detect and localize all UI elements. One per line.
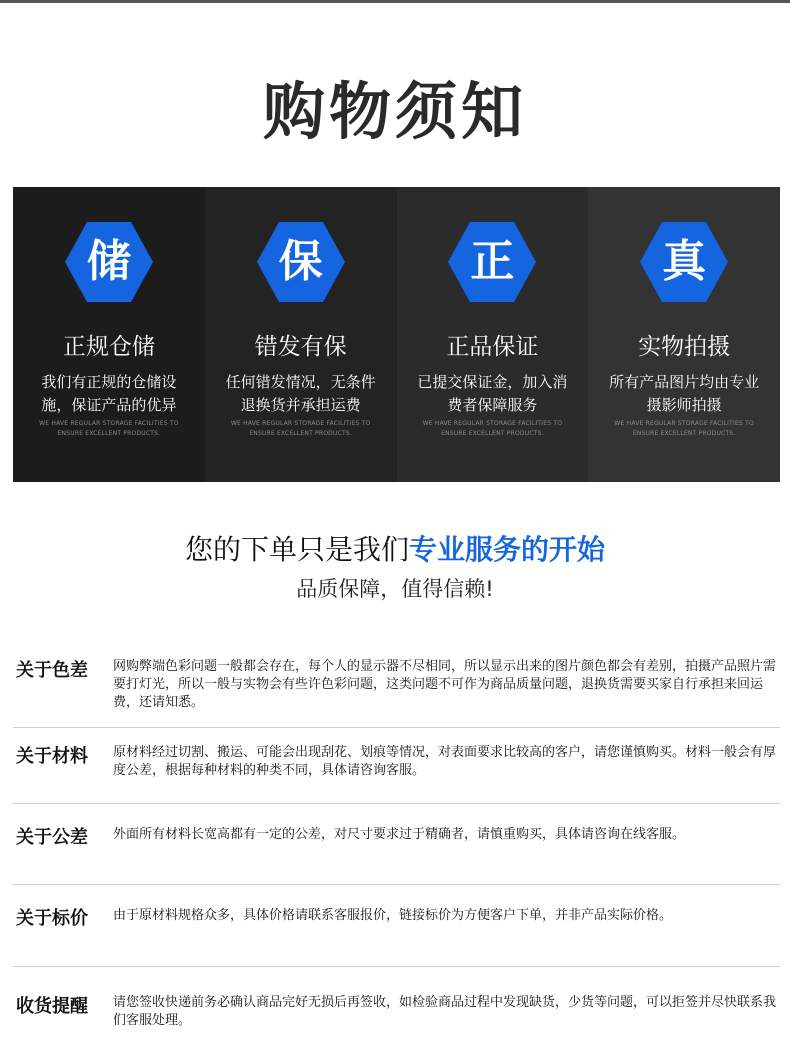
feature-description: 任何错发情况，无条件退换货并承担运费 xyxy=(225,373,376,414)
hexagon-storage-icon xyxy=(65,222,153,302)
hexagon-genuine-icon xyxy=(448,222,536,302)
hexagon-char: 保 xyxy=(278,236,323,287)
slogan-normal: 您的下单只是我们 xyxy=(184,533,409,566)
feature-english-caption: WE HAVE REGULAR STORAGE FACILITIES TO ENSURE EXCELLENT PRODUCTS. xyxy=(422,420,563,437)
feature-heading: 正规仓储 xyxy=(62,334,155,360)
notice-text: 由于原材料规格众多，具体价格请联系客服报价，链接标价为方便客户下单，并非产品实际价格。 xyxy=(113,908,673,923)
service-slogan xyxy=(0,528,790,568)
notice-color-difference xyxy=(13,640,780,728)
notice-label: 关于公差 xyxy=(16,827,88,848)
hexagon-char: 正 xyxy=(470,236,515,287)
page-title: 购物须知 xyxy=(262,75,527,148)
hexagon-char: 真 xyxy=(662,236,707,287)
feature-heading: 错发有保 xyxy=(254,334,347,360)
notice-label: 收货提醒 xyxy=(16,996,88,1017)
top-rule xyxy=(0,0,790,3)
notice-text: 请您签收快递前务必确认商品完好无损后再签收，如检验商品过程中发现缺货，少货等问题，可以拒签并尽快联系我们客服处理。 xyxy=(113,995,777,1028)
feature-english-caption: WE HAVE REGULAR STORAGE FACILITIES TO ENSURE EXCELLENT PRODUCTS. xyxy=(230,420,371,437)
feature-panel-storage xyxy=(13,187,205,482)
notice-material xyxy=(13,728,780,804)
feature-panel-genuine xyxy=(397,187,589,482)
slogan-highlight: 专业服务的开始 xyxy=(409,533,606,566)
feature-description: 所有产品图片均由专业摄影师拍摄 xyxy=(609,373,760,414)
notice-label: 关于色差 xyxy=(16,660,88,681)
feature-panel-real-photo xyxy=(588,187,780,482)
feature-panel-guarantee xyxy=(205,187,397,482)
feature-panels xyxy=(13,187,780,482)
hexagon-real-photo-icon xyxy=(640,222,728,302)
notice-receipt-reminder xyxy=(13,967,780,1057)
notice-text: 网购弊端色彩问题一般都会存在，每个人的显示器不尽相同，所以显示出来的图片颜色都会有差别，拍摄产品照片需要打灯光，所以一般与实物会有些许色彩问题，这类问题不可作为商品质量问题，退换货需要买家自行承担来回运费，还请知悉。 xyxy=(113,659,777,710)
notice-label: 关于材料 xyxy=(16,746,88,767)
notice-pricing xyxy=(13,885,780,967)
hexagon-char: 储 xyxy=(86,236,131,287)
hexagon-guarantee-icon xyxy=(257,222,345,302)
feature-english-caption: WE HAVE REGULAR STORAGE FACILITIES TO ENSURE EXCELLENT PRODUCTS. xyxy=(39,420,179,437)
feature-english-caption: WE HAVE REGULAR STORAGE FACILITIES TO ENSURE EXCELLENT PRODUCTS. xyxy=(614,420,754,437)
feature-heading: 正品保证 xyxy=(446,334,539,360)
feature-description: 已提交保证金，加入消费者保障服务 xyxy=(417,373,568,414)
feature-description: 我们有正规的仓储设施，保证产品的优异 xyxy=(41,373,177,414)
feature-heading: 实物拍摄 xyxy=(638,334,731,360)
notice-list xyxy=(13,640,780,1057)
notice-label: 关于标价 xyxy=(16,908,88,929)
notice-text: 原材料经过切割、搬运、可能会出现刮花、划痕等情况，对表面要求比较高的客户，请您谨慎购买。材料一般会有厚度公差，根据每种材料的种类不同，具体请咨询客服。 xyxy=(113,745,777,778)
notice-text: 外面所有材料长宽高都有一定的公差，对尺寸要求过于精确者，请慎重购买，具体请咨询在线客服。 xyxy=(113,827,686,842)
quality-subslogan: 品质保障，值得信赖! xyxy=(296,577,494,601)
notice-tolerance xyxy=(13,804,780,885)
